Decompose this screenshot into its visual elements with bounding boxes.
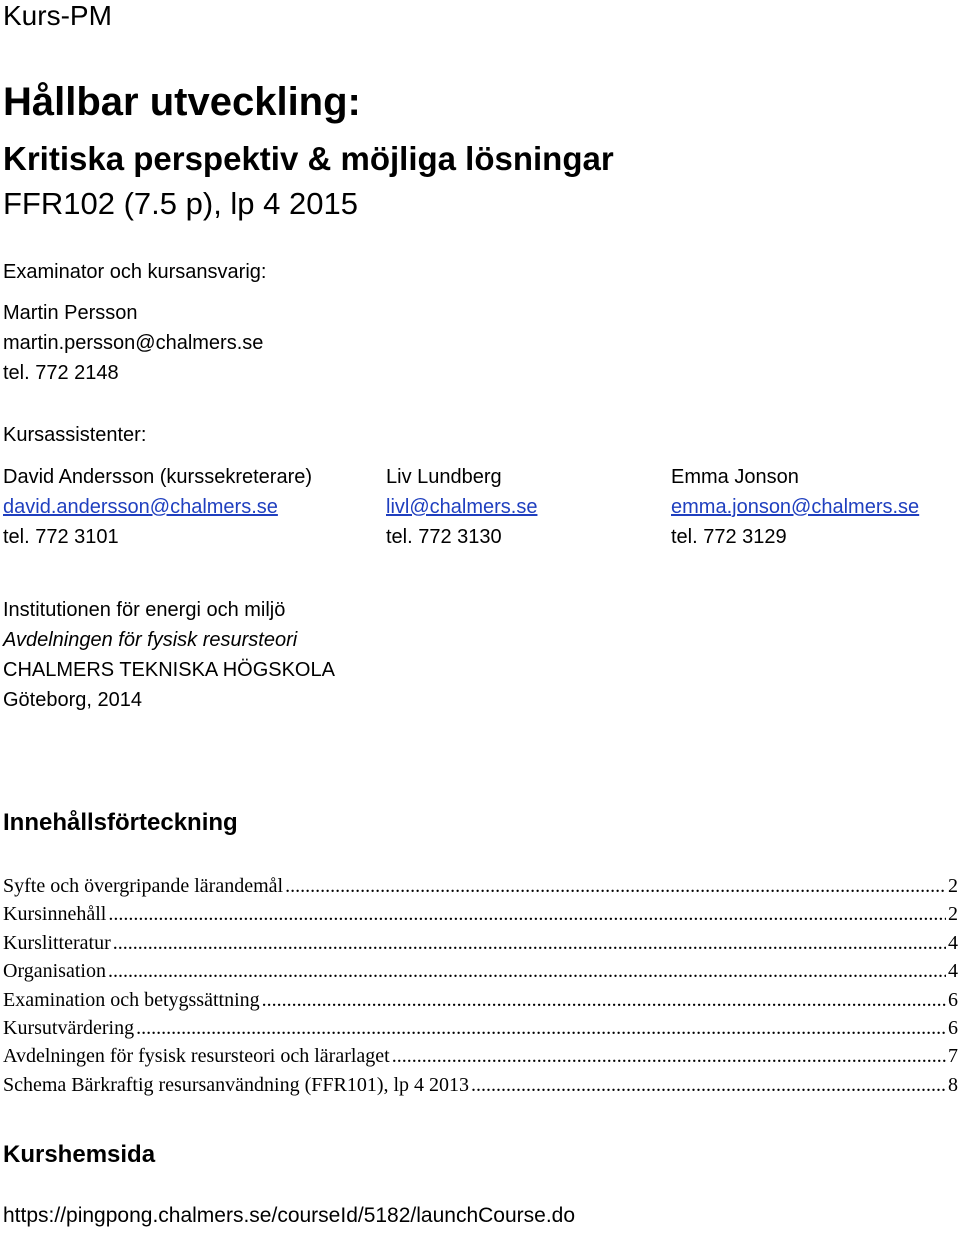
toc-entry[interactable] bbox=[3, 900, 958, 928]
assistant-email-link[interactable]: livl@chalmers.se bbox=[386, 496, 538, 518]
examiner-heading: Examinator och kursansvarig: bbox=[3, 261, 267, 283]
assistant-email-link[interactable]: david.andersson@chalmers.se bbox=[3, 496, 278, 518]
toc-entry-title: Schema Bärkraftig resursanvändning (FFR101), lp 4 2013 bbox=[3, 1073, 470, 1096]
toc-entry[interactable] bbox=[3, 1071, 958, 1099]
toc-entry-page: 4 bbox=[948, 960, 958, 983]
toc-entry[interactable] bbox=[3, 1042, 958, 1070]
toc-entry-page: 8 bbox=[948, 1073, 958, 1096]
toc-entry-title: Avdelningen för fysisk resursteori och lärarlaget bbox=[3, 1045, 390, 1068]
assistant-david bbox=[3, 462, 312, 552]
homepage-url[interactable]: https://pingpong.chalmers.se/courseId/5182/launchCourse.do bbox=[3, 1204, 576, 1227]
toc-entry-page: 2 bbox=[948, 875, 958, 897]
document-subtitle: Kritiska perspektiv & möjliga lösningar bbox=[3, 140, 614, 177]
toc-leader bbox=[108, 900, 946, 928]
examiner-phone: tel. 772 2148 bbox=[3, 362, 119, 384]
assistant-email-link[interactable]: emma.jonson@chalmers.se bbox=[671, 496, 920, 518]
toc-entry[interactable] bbox=[3, 957, 958, 985]
toc-entry[interactable] bbox=[3, 986, 958, 1014]
assistant-name: Liv Lundberg bbox=[386, 466, 502, 488]
toc-entry-page: 2 bbox=[948, 903, 958, 926]
toc-heading: Innehållsförteckning bbox=[3, 809, 238, 836]
toc-entry-page: 6 bbox=[948, 1016, 958, 1039]
toc-entry-title: Kursutvärdering bbox=[3, 1016, 135, 1039]
toc-entry-page: 6 bbox=[948, 988, 958, 1011]
assistant-name: David Andersson (kurssekreterare) bbox=[3, 466, 313, 488]
assistant-liv bbox=[386, 462, 537, 552]
assistants-list bbox=[3, 462, 958, 557]
toc-entry[interactable] bbox=[3, 929, 958, 957]
assistant-phone: tel. 772 3129 bbox=[671, 526, 787, 548]
examiner-block bbox=[3, 298, 263, 388]
toc-entry-title: Kurslitteratur bbox=[3, 931, 111, 954]
toc-entry-page: 7 bbox=[948, 1045, 958, 1068]
division: Avdelningen för fysisk resursteori bbox=[3, 629, 298, 651]
toc-entry-title: Syfte och övergripande lärandemål bbox=[3, 875, 284, 897]
assistant-phone: tel. 772 3101 bbox=[3, 526, 119, 548]
table-of-contents bbox=[3, 872, 958, 1099]
toc-entry[interactable] bbox=[3, 1014, 958, 1042]
assistant-emma bbox=[671, 462, 919, 552]
assistant-name: Emma Jonson bbox=[671, 466, 799, 488]
examiner-name: Martin Persson bbox=[3, 302, 138, 324]
assistant-phone: tel. 772 3130 bbox=[386, 526, 502, 548]
course-code: FFR102 (7.5 p), lp 4 2015 bbox=[3, 186, 358, 221]
university: CHALMERS TEKNISKA HÖGSKOLA bbox=[3, 659, 335, 681]
toc-leader bbox=[471, 1071, 946, 1099]
department: Institutionen för energi och miljö bbox=[3, 599, 286, 621]
toc-entry-title: Organisation bbox=[3, 960, 106, 983]
toc-leader bbox=[136, 1014, 946, 1042]
toc-leader bbox=[285, 872, 946, 900]
toc-entry[interactable] bbox=[3, 872, 958, 900]
homepage-heading: Kurshemsida bbox=[3, 1141, 156, 1168]
toc-leader bbox=[108, 957, 946, 985]
toc-leader bbox=[262, 986, 946, 1014]
examiner-email: martin.persson@chalmers.se bbox=[3, 332, 264, 354]
document-label: Kurs-PM bbox=[3, 0, 112, 31]
toc-entry-title: Kursinnehåll bbox=[3, 903, 107, 926]
place-year: Göteborg, 2014 bbox=[3, 689, 142, 711]
toc-leader bbox=[113, 929, 946, 957]
document-title: Hållbar utveckling: bbox=[3, 80, 361, 124]
assistants-heading: Kursassistenter: bbox=[3, 424, 147, 446]
institution-block bbox=[3, 595, 335, 715]
toc-entry-page: 4 bbox=[948, 931, 958, 954]
toc-entry-title: Examination och betygssättning bbox=[3, 988, 260, 1011]
toc-leader bbox=[392, 1042, 946, 1070]
